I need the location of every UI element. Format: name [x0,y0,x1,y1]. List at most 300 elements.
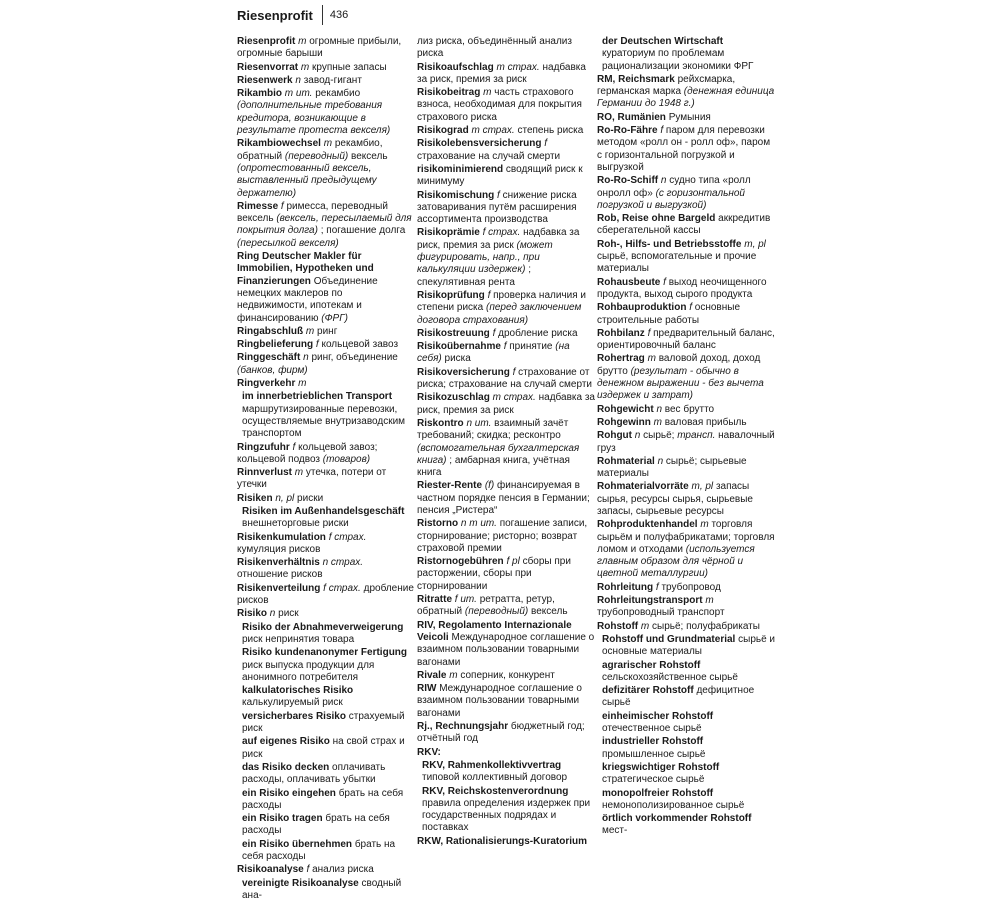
translation: утечка, потери от утечки [237,467,387,491]
grammar-label: m ит. [284,88,313,100]
translation: основные строительные работы [597,302,741,326]
headword: kalkulatorisches Risiko [242,685,354,697]
translation: анализ риска [312,864,374,876]
translation: страхование от риска; страхование на случай смерти [417,366,592,391]
translation: завод-гигант [303,74,362,86]
dictionary-entry [417,836,595,848]
headword: Rohmaterial [597,455,655,467]
dictionary-entry [237,138,415,199]
dictionary-entry [237,75,415,87]
dictionary-entry [597,328,775,353]
headword: Risikomischung [417,189,495,201]
running-header [237,4,348,26]
headword: Risikostreuung [417,327,490,339]
dictionary-entry [597,213,775,238]
headword: Riester-Rente [417,480,483,492]
headword: agrarischer Rohstoff [602,659,701,671]
grammar-label: n [656,403,663,415]
translation: финансируемая в частном порядке пенсия в Германии; пенсия „Ристера“ [417,480,590,516]
translation: внешнеторговые риски [242,518,349,530]
headword: Rikambiowechsel [237,138,321,150]
translation: соперник, конкурент [460,669,555,681]
translation: Румыния [668,111,711,123]
note: (переводный) [284,150,349,162]
headword: RKV: [417,746,441,758]
headword: RM, Reichsmark [597,73,675,85]
headword: Ringzufuhr [237,441,290,453]
sub-entry [237,647,415,684]
headword: ein Risiko übernehmen [242,838,353,850]
sub-entry [237,813,415,838]
translation: кураториум по проблемам рационализации экономики ФРГ [602,48,754,72]
translation: риск выпуска продукции для анонимного потребителя [242,659,375,683]
note: (может фигурировать, напр., при калькуляции издержек) [417,239,553,276]
headword: Risikenverteilung [237,582,321,594]
headword: Rivale [417,669,447,681]
grammar-label: f [660,125,664,137]
translation: риск [278,608,299,620]
translation: огромные прибыли, огромные барыши [237,36,402,60]
dictionary-entry [237,467,415,492]
translation: калькулируемый риск [242,697,343,709]
grammar-label: f [647,327,651,339]
translation: риски [297,492,324,504]
headword: Risikoprüfung [417,289,485,301]
grammar-label: n [295,74,301,86]
translation: сельскохозяйственное сырьё [602,671,738,683]
dictionary-entry [597,430,775,455]
translation: сырьё; [643,430,675,442]
dictionary-entry [237,339,415,351]
translation: страхуемый риск [242,710,405,735]
translation: брать на себя расходы [242,787,404,811]
translation: Объединение немецких маклеров по недвижимости, ипотекам и финансированию [237,275,378,324]
dictionary-entry [417,670,595,682]
dictionary-entry [237,201,415,250]
translation: трубопровод [661,581,721,593]
dictionary-entry [237,251,415,325]
headword: kriegswichtiger Rohstoff [602,761,720,773]
translation: дефицитное сырьё [602,685,755,709]
headword: RIV, Regolamento Internazionale Veicoli [417,619,572,643]
dictionary-entry [417,392,595,417]
grammar-label: f [663,276,666,288]
headword: im innerbetrieblichen Transport [242,391,393,403]
grammar-label: f [544,138,548,150]
headword: Rohgewicht [597,403,654,415]
dictionary-entry [417,62,595,87]
headword: Rohrleitung [597,581,654,593]
dictionary-entry [237,442,415,467]
dictionary-entry [597,302,775,327]
translation: стратегическое сырьё [602,774,705,786]
note: (на себя) [417,341,570,365]
grammar-label: f [512,366,516,378]
grammar-label: m страх. [471,125,515,137]
headword: örtlich vorkommender Rohstoff [602,813,752,825]
grammar-label: n [634,430,641,442]
translation: оплачивать расходы, оплачивать убытки [242,761,386,786]
grammar-label: f [497,189,500,201]
translation: взаимный зачёт требований; скидка; ресконтро [417,417,569,442]
grammar-label: n [657,455,664,467]
grammar-label: m [294,467,304,479]
headword: Risikenverhältnis [237,557,320,569]
headword: Rohertrag [597,353,645,365]
grammar-label: n ит. [466,417,492,429]
headword: Risiko [237,608,268,620]
dictionary-entry [237,378,415,390]
translation-continued: навалочный груз [597,430,775,454]
headword: ein Risiko eingehen [242,787,336,799]
translation-continued: вексель [351,150,388,162]
note: (вексель, пересылаемый для покрытия долга) [237,213,412,237]
translation: валовой доход, доход брутто [597,353,761,377]
dictionary-entry [417,518,595,555]
translation: римесса, переводный вексель [237,200,388,225]
headword: Rikambio [237,88,283,100]
translation: кольцевой завоз [321,339,399,351]
dictionary-entry [597,277,775,302]
grammar-label: m, pl [744,238,766,250]
translation: сырьё; сырьевые материалы [597,455,747,480]
headword: Rohbilanz [597,327,645,339]
translation: валовая прибыль [664,416,747,428]
translation: надбавка за риск, премия за риск [417,61,586,85]
dictionary-entry [237,326,415,338]
translation: запасы сырья, ресурсы сырья, сырьевые запасы, сырьевые ресурсы [597,481,753,517]
translation: сводный ана- [242,877,402,901]
translation: паром для перевозки методом «ролл он - ролл оф», паром с горизонтальной погрузкой и выгрузкой [597,125,771,173]
headword: Risikobeitrag [417,87,481,99]
column-3 [597,36,775,839]
translation: кумуляция рисков [237,543,321,555]
translation: лиз риска, объединённый анализ риска [417,36,572,60]
dictionary-entry [597,112,775,124]
dictionary-entry [597,125,775,174]
translation: принятие [509,341,553,353]
headword: versicherbares Risiko [242,710,346,722]
dictionary-entry [417,290,595,327]
sub-entry [237,762,415,787]
translation: брать на себя расходы [242,838,396,862]
grammar-label: m [653,416,663,428]
note-continued: (опротестованный вексель, выставленный предыдущему держателю) [237,162,377,199]
sub-entry [597,660,775,685]
grammar-label: f [655,581,659,593]
translation: ретратта, ретур, обратный [417,594,555,618]
grammar-label: m страх. [496,61,540,73]
grammar-label: n [660,175,667,187]
sub-entry [597,634,775,659]
grammar-label: f страх. [328,531,367,543]
note: (товаров) [322,453,371,465]
dictionary-entry [417,747,595,759]
translation: аккредитив сберегательной кассы [597,213,771,237]
grammar-label: m [298,36,307,47]
translation: рекамбио, обратный [237,138,383,162]
grammar-label: m, pl [691,481,714,493]
headword: defizitärer Rohstoff [602,685,694,697]
translation-continued: вексель [531,606,568,618]
translation: торговля сырьём и полуфабрикатами; торговля ломом и отходами [597,519,775,555]
note: (вспомогательная бухгалтерская книга) [417,442,580,466]
dictionary-entry [597,404,775,416]
translation: выход неочищенного продукта, выход сырого продукта [597,276,767,300]
dictionary-entry [237,583,415,608]
headword: auf eigenes Risiko [242,736,330,748]
headword: Ritratte [417,594,453,606]
translation: проверка наличия и степени риска [417,289,587,314]
translation: брать на себя расходы [242,813,390,837]
translation: надбавка за риск, премия за риск [417,227,580,251]
dictionary-entry [417,36,595,61]
headword: RKV, Reichskostenverordnung [422,785,569,797]
translation-continued: ; спекулятивная рента [417,264,531,288]
headword: industrieller Rohstoff [602,736,704,748]
dictionary-entry [417,683,595,720]
dictionary-entry [597,239,775,276]
headword: das Risiko decken [242,761,330,773]
dictionary-entry [417,227,595,288]
translation-continued: риска [444,353,471,365]
dictionary-entry [417,138,595,163]
grammar-label: f страх. [482,227,521,239]
grammar-label: m страх. [492,392,536,404]
translation: Международное соглашение о взаимном пользовании товарными вагонами [417,683,582,719]
headword: Ro-Ro-Fähre [597,125,658,137]
dictionary-entry [237,36,415,61]
sub-entry [597,762,775,787]
headword: einheimischer Rohstoff [602,710,714,722]
headword: Ringbelieferung [237,339,314,351]
grammar-label: f [487,289,491,301]
dictionary-entry [417,341,595,366]
dictionary-entry [597,621,775,633]
dictionary-entry [597,74,775,111]
headword: Risikozuschlag [417,392,490,404]
headword: Rob, Reise ohne Bargeld [597,213,716,225]
dictionary-entry [417,556,595,593]
grammar-label: f [280,200,284,212]
dictionary-entry [237,864,415,876]
headword: der Deutschen Wirtschaft [602,36,724,47]
grammar-label: (f) [484,480,495,492]
sub-entry [237,685,415,710]
translation: сводящий риск к минимуму [417,163,583,188]
translation: дробление рисков [237,582,414,607]
dictionary-entry [237,493,415,505]
translation: судно типа «ролл онролл оф» [597,175,751,199]
headword: Rohmaterialvorräte [597,481,689,493]
headword: Ristornogebühren [417,556,504,568]
grammar-label: m [705,595,714,607]
headword: Risiken [237,492,273,504]
grammar-label: f [292,441,296,453]
headword: Riesenwerk [237,74,293,86]
headword: RKV, Rahmenkollektivvertrag [422,759,562,771]
translation: сырьё, вспомогательные и прочие материалы [597,251,757,275]
headword: ein Risiko tragen [242,813,323,825]
headword: Risikograd [417,125,469,137]
translation: кольцевой завоз; кольцевой подвоз [237,441,378,465]
note: (результат - обычно в денежном выражении - без вычета издержек и затрат) [597,365,764,402]
translation: отечественное сырьё [602,723,702,735]
headword: RIW [417,683,437,695]
dictionary-entry [597,519,775,580]
grammar-label: n, pl [275,492,295,504]
headword: Rohstoff [597,620,639,632]
translation: сырьё и основные материалы [602,633,776,658]
headword: Ristorno [417,518,459,530]
grammar-label: f [315,339,319,351]
translation: на свой страх и риск [242,736,405,760]
dictionary-entry [417,367,595,392]
page-number: 436 [329,9,349,21]
grammar-label: m [700,519,709,531]
sub-entry [237,506,415,531]
sub-entry [597,685,775,710]
note: (с горизонтальной погрузкой и выгрузкой) [597,187,745,211]
headword: Risiko kundenanonymer Fertigung [242,647,408,659]
dictionary-entry [597,456,775,481]
translation: часть страхового взноса, необходимая для покрытия страхового риска [417,87,582,123]
grammar-label: f pl [506,556,520,568]
running-headword: Riesenprofit [237,7,313,23]
headword: Ringverkehr [237,378,296,390]
translation: немонополизированное сырьё [602,799,745,811]
headword: Risiko der Abnahmeverweigerung [242,621,404,633]
grammar-label: f [492,327,496,339]
headword: Roh-, Hilfs- und Betriebsstoffe [597,238,742,250]
headword: Ro-Ro-Schiff [597,175,659,187]
headword: RO, Rumänien [597,111,666,123]
translation: степень риска [517,125,584,137]
grammar-label: f [306,864,310,876]
dictionary-entry [597,353,775,402]
grammar-label: f страх. [323,582,361,594]
translation: бюджетный год; отчётный год [417,721,585,745]
dictionary-entry [597,417,775,429]
column-1 [237,36,415,903]
headword: Rohgut [597,430,632,442]
headword: Risiken im Außenhandelsgeschäft [242,505,405,517]
dictionary-entry [237,62,415,74]
dictionary-entry [417,620,595,669]
note: трансп. [677,430,716,442]
headword: vereinigte Risikoanalyse [242,877,359,889]
headword: Risikenkumulation [237,531,326,543]
translation: отношение рисков [237,569,323,581]
headword: Riskontro [417,417,464,429]
grammar-label: m [300,61,310,73]
dictionary-entry [237,532,415,557]
note: (перед заключением договора страхования) [417,302,582,326]
note: (денежная единица Германии до 1948 г.) [597,86,775,110]
sub-entry [237,736,415,761]
translation: типовой коллективный договор [422,772,568,784]
headword: Rohausbeute [597,276,661,288]
dictionary-entry [417,418,595,479]
translation: ринг [317,325,338,337]
grammar-label: n m ит. [460,518,497,530]
translation: маршрутизированные перевозки, осуществляемые внутризаводским транспортом [242,403,406,440]
note: (ФРГ) [321,312,348,324]
note: (дополнительные требования кредитора, возникающие в результате протеста векселя) [237,100,391,137]
sub-entry [597,711,775,736]
dictionary-entry [417,164,595,189]
header-divider [322,5,323,25]
headword: Ringabschluß [237,325,304,337]
headword: Ringgeschäft [237,352,301,364]
dictionary-entry [417,594,595,619]
grammar-label: n [269,608,276,620]
translation: риск непринятия товара [242,633,355,645]
headword: monopolfreier Rohstoff [602,787,714,799]
headword: risikominimierend [417,163,504,175]
translation: рейхсмарка, германская марка [597,73,736,98]
grammar-label: m [323,138,333,150]
headword: Rinnverlust [237,467,293,479]
headword: Risikolebensversicherung [417,138,542,150]
dictionary-entry [237,557,415,582]
translation-continued: ; амбарная книга, учётная книга [417,454,570,479]
translation: погашение записи, сторнирование; ристорно; возврат страховой премии [417,518,588,554]
dictionary-entry [417,328,595,340]
dictionary-entry [237,352,415,377]
note: (используется главным образом для чёрной и цветной металлургии) [597,543,755,580]
sub-entry [237,711,415,736]
dictionary-entry [597,481,775,518]
headword: Risikoversicherung [417,366,510,378]
note: (банков, фирм) [237,364,308,376]
sub-entry [237,622,415,647]
headword: Riesenprofit [237,36,296,47]
headword: Risikoübernahme [417,341,501,353]
translation: Международное соглашение о взаимном пользовании товарными вагонами [417,631,595,668]
dictionary-entry [417,480,595,517]
headword: RKW, Rationalisierungs-Kuratorium [417,835,588,847]
headword: Risikoaufschlag [417,61,494,73]
dictionary-entry [417,190,595,227]
translation: сырьё; полуфабрикаты [652,620,760,632]
dictionary-entry [237,608,415,620]
translation: надбавка за риск, премия за риск [417,392,595,416]
translation: ринг, объединение [311,352,398,364]
grammar-label: f ит. [454,594,477,606]
translation: крупные запасы [312,61,387,73]
translation: мест- [602,825,628,837]
sub-entry [417,786,595,835]
sub-entry [237,878,415,903]
dictionary-entry [597,582,775,594]
translation: вес брутто [664,403,715,415]
dictionary-entry [417,721,595,746]
dictionary-entry [597,595,775,620]
headword: Rohgewinn [597,416,651,428]
column-2 [417,36,595,849]
sub-entry [597,736,775,761]
translation: дробление риска [498,327,578,339]
sub-entry [597,36,775,73]
grammar-label: n страх. [322,557,364,569]
note: (переводный) [464,606,529,618]
headword: Rimesse [237,200,279,212]
grammar-label: f [689,302,692,314]
grammar-label: m [298,378,307,390]
translation: правила определения издержек при государственных подрядах и поставках [422,797,591,834]
grammar-label: m [647,353,656,365]
